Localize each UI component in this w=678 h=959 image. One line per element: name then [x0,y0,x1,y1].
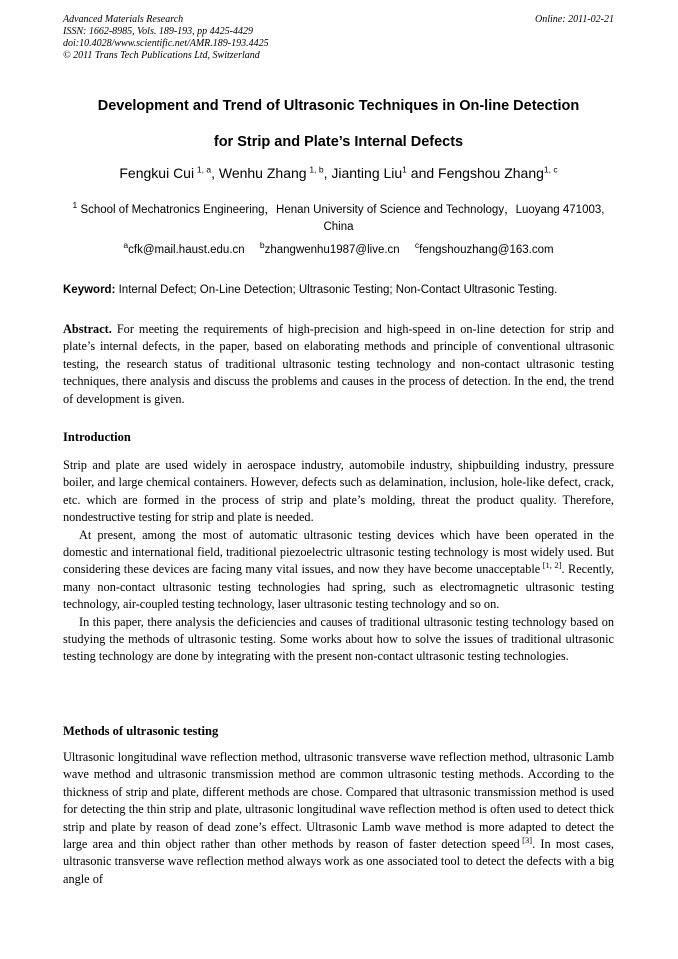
affiliation [63,202,614,236]
paragraph: In this paper, there analysis the deficiencies and causes of traditional ultrasonic testing technology based on studying the methods of ultrasonic testing. Some works about how to solve the issues of traditional ultrasonic testing technology are done by integrating with the present non-contact ultrasonic testing technologies. [63,614,614,664]
paragraph-text: At present, among the most of automatic ultrasonic testing devices which have been operated in the domestic and international field, traditional piezoelectric ultrasonic testing technology is most widely used. But considering these devices are facing many vital issues, and now they have become unacceptable [63,527,614,577]
keyword-text: Internal Defect; On-Line Detection; Ultrasonic Testing; Non-Contact Ultrasonic Testing. [118,284,558,296]
copyright-line: © 2011 Trans Tech Publications Ltd, Switzerland [63,50,260,61]
email-item [414,240,554,256]
citation[interactable]: [3] [522,834,533,845]
affiliation-mark: 1 [72,200,78,211]
doi-line: doi:10.4028/www.scientific.net/AMR.189-193.4425 [63,38,269,49]
email-mark: b [259,240,265,251]
affiliation-text: School of Mechatronics Engineering，Henan University of Science and Technology，Luoyang 471003, China [80,204,605,233]
section-heading-methods: Methods of ultrasonic testing [63,724,219,738]
email-mark: c [414,240,420,251]
author-affil-mark: 1, b [309,164,324,175]
author-name: Wenhu Zhang [218,165,307,181]
paragraph [63,527,614,614]
online-date: Online: 2011-02-21 [535,14,614,25]
issn-line: ISSN: 1662-8985, Vols. 189-193, pp 4425-4429 [63,26,253,37]
author-name: Fengshou Zhang [438,165,544,181]
email-item [123,240,245,256]
author-conjunction: and [410,165,435,181]
citation[interactable]: [1, 2] [542,560,562,571]
abstract [63,321,614,408]
keywords [63,284,614,296]
abstract-label: Abstract. [63,322,112,336]
author-affil-mark: 1, c [543,164,558,175]
email-address[interactable]: zhangwenhu1987@live.cn [264,244,400,256]
abstract-text: For meeting the requirements of high-precision and high-speed in on-line detection for strip and plate’s internal defects, in the paper, based on elaborating methods and principle of conventional ultrasonic testing, the research status of traditional ultrasonic testing technology and non-contact ultrasonic testing techniques, there analysis and discuss the problems and causes in the process of detection. In the end, the trend of development is given. [63,322,615,406]
author-affil-mark: 1, a [196,164,212,175]
section-heading-introduction: Introduction [63,430,131,444]
author-affil-mark: 1 [402,164,407,175]
title-line-2: for Strip and Plate’s Internal Defects [213,134,464,150]
email-list [63,240,614,256]
title-line-1: Development and Trend of Ultrasonic Techniques in On-line Detection [97,98,580,114]
author-name: Fengkui Cui [119,165,195,181]
paper-title [63,88,614,160]
paragraph: Strip and plate are used widely in aerospace industry, automobile industry, shipbuilding industry, pressure boiler, and large chemical containers. However, defects such as delamination, inclusion, hole-like defect, crack, etc. which are formed in the process of strip and plate’s molding, threat the product quality. Therefore, nondestructive testing for strip and plate is needed. [63,458,614,525]
paragraph-text: Ultrasonic longitudinal wave reflection method, ultrasonic transverse wave reflection method, ultrasonic Lamb wave method and ultrasonic transmission method are common ultrasonic testing methods. According to the thickness of strip and plate, different methods are chose. Compared that ultrasonic transmission method is used for detecting the thin strip and plate, ultrasonic longitudinal wave reflection method is often used to detect thick strip and plate by reason of dead zone’s effect. Ultrasonic Lamb wave method is more adapted to detect the large area and thin object rather than other methods by reason of faster detection speed [63,750,614,852]
email-address[interactable]: cfk@mail.haust.edu.cn [128,244,245,256]
journal-header [63,14,614,62]
journal-name: Advanced Materials Research [63,14,184,25]
paragraph-text: . Recently, many non-contact ultrasonic testing technologies had spring, such as electromagnetic ultrasonic testing technology, air-coupled testing technology, laser ultrasonic testing technology and so on. [63,562,614,612]
introduction-body [63,457,614,666]
keyword-label: Keyword: [63,284,116,296]
email-address[interactable]: fengshouzhang@163.com [419,244,554,256]
author-list: Fengkui Cui $^{1, a}$, Wenhu Zhang $^{1, b}$, Jianting Liu$^1$ and Fengshou Zhang$^{1, c}$ [119,164,558,181]
email-mark: a [123,240,129,251]
paragraph-text: . In most cases, ultrasonic transverse wave reflection method always work as one associated tool to detect the defects with a big angle of [63,837,615,886]
author-name: Jianting Liu [331,165,403,181]
methods-body [63,749,614,888]
email-item [259,240,400,256]
